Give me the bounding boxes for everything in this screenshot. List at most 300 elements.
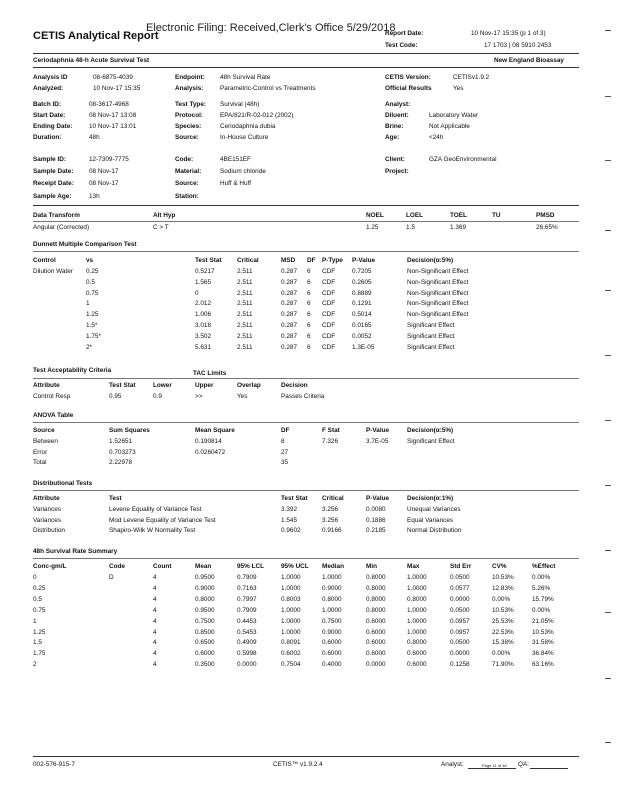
- test-code-value: 17 1703 | 08 5910 2453: [484, 42, 552, 49]
- report-date-label: Report Date:: [385, 30, 424, 37]
- summary-cell: 0.0000: [366, 661, 386, 669]
- dunnett-cell: 0.287: [281, 278, 297, 286]
- distrib-cell: Variances: [33, 506, 61, 513]
- dunnett-cell: 0.287: [281, 311, 297, 319]
- anova-col-header: DF: [281, 427, 290, 434]
- distrib-col-header: Decision(α:1%): [407, 495, 454, 502]
- footer-divider: [33, 756, 579, 757]
- summary-cell: 0.9000: [322, 584, 342, 592]
- summary-cell: 0.3500: [195, 661, 215, 669]
- transform-header: Alt Hyp: [153, 212, 176, 219]
- summary-cell: 2: [33, 661, 37, 669]
- summary-cell: 4: [153, 606, 157, 614]
- summary-row: [0, 629, 618, 638]
- summary-cell: 4: [153, 661, 157, 669]
- summary-col-header: %Effect: [532, 563, 556, 570]
- margin-tick: [605, 96, 611, 97]
- distrib-cell: 0.0080: [366, 506, 386, 513]
- margin-tick: [605, 612, 611, 613]
- summary-cell: 4: [153, 617, 157, 625]
- distrib-cell: 0.1886: [366, 516, 386, 524]
- endpoint-value: 48h Survival Rate: [220, 74, 271, 81]
- start-date-label: Start Date:: [33, 112, 66, 119]
- dunnett-cell: 6: [307, 278, 311, 286]
- summary-cell: 0.8000: [366, 595, 386, 603]
- source2-label: Source:: [175, 180, 199, 187]
- acceptability-col-header: Test Stat: [109, 382, 136, 389]
- summary-cell: 1.0000: [281, 584, 301, 592]
- acceptability-col-header: Overlap: [237, 382, 261, 389]
- dunnett-cell: CDF: [322, 322, 336, 329]
- dunnett-cell: 2.511: [237, 311, 253, 319]
- batch-id-label: Batch ID:: [33, 101, 62, 108]
- anova-col-header: F Stat: [322, 427, 340, 434]
- distrib-cell: Levene Equality of Variance Test: [109, 506, 202, 513]
- dunnett-cell: 3.018: [195, 322, 211, 329]
- summary-cell: 0.9500: [195, 574, 215, 581]
- distrib-cell: Equal Variances: [407, 516, 454, 524]
- summary-row: [0, 585, 618, 594]
- distrib-row: [0, 506, 618, 515]
- sample-date-label: Sample Date:: [33, 168, 74, 175]
- summary-cell: 0.6000: [407, 650, 427, 658]
- dunnett-cell: Non-Significant Effect: [407, 311, 469, 319]
- dunnett-cell: 0.287: [281, 322, 297, 329]
- margin-tick: [605, 30, 611, 31]
- distrib-cell: Unequal Variances: [407, 506, 461, 513]
- analysis-id-value: 08-6875-4039: [93, 74, 133, 81]
- summary-cell: D: [109, 574, 114, 581]
- footer-doc-number: 002-576-915-7: [33, 761, 75, 768]
- anova-cell: 1.52651: [109, 438, 133, 445]
- dunnett-cell: 1.006: [195, 311, 211, 319]
- analyst-signature-line: [468, 768, 516, 769]
- diluent-value: Laboratory Water: [429, 112, 479, 119]
- dunnett-col-header: DF: [307, 257, 316, 264]
- acceptability-col-header: Lower: [153, 382, 172, 389]
- dunnett-cell: 1.25: [86, 311, 99, 319]
- summary-cell: 0.25: [33, 584, 46, 592]
- acceptability-cell: 0.95: [109, 393, 122, 400]
- dunnett-cell: 0.75: [86, 289, 99, 297]
- summary-cell: 0.00%: [492, 595, 511, 603]
- divider: [33, 422, 579, 423]
- summary-cell: 0.4000: [322, 661, 342, 669]
- summary-header-row: [0, 563, 618, 572]
- margin-tick: [605, 742, 611, 743]
- dunnett-row: [0, 279, 618, 288]
- transform-cell: 26.65%: [536, 224, 558, 231]
- summary-cell: 4: [153, 650, 157, 658]
- summary-cell: 0.5: [33, 595, 42, 603]
- summary-cell: 0.8091: [281, 639, 301, 647]
- summary-cell: 4: [153, 574, 157, 581]
- filing-stamp: Electronic Filing: Received,Clerk's Office 5/29/2018: [146, 22, 396, 34]
- dunnett-cell: 2.511: [237, 332, 253, 340]
- dunnett-cell: 0.287: [281, 289, 297, 297]
- dunnett-cell: Significant Effect: [407, 332, 455, 340]
- summary-cell: 0.0957: [450, 617, 470, 625]
- summary-cell: 71.90%: [492, 661, 514, 669]
- summary-cell: 0.8000: [322, 595, 342, 603]
- dunnett-cell: 6: [307, 322, 311, 329]
- summary-row: [0, 574, 618, 583]
- dunnett-row: [0, 268, 618, 277]
- dunnett-cell: 0.287: [281, 343, 297, 351]
- protocol-label: Protocol:: [175, 112, 204, 119]
- summary-cell: 0.1258: [450, 661, 470, 669]
- summary-cell: 10.53%: [532, 628, 554, 636]
- transform-cell: 1.25: [366, 224, 379, 231]
- acceptability-cell: Passes Criteria: [281, 393, 325, 400]
- sample-age-value: 13h: [89, 193, 100, 200]
- transform-cell: 1.5: [406, 224, 415, 231]
- summary-cell: 0.9000: [322, 628, 342, 636]
- anova-cell: 0.0260472: [195, 448, 226, 456]
- anova-cell: 27: [281, 448, 289, 456]
- summary-cell: 0.9000: [195, 584, 215, 592]
- dunnett-cell: 0.2605: [352, 278, 372, 286]
- distrib-cell: 0.9166: [322, 527, 342, 534]
- summary-cell: 0.5453: [237, 628, 257, 636]
- lab-name: New England Bioassay: [494, 57, 564, 64]
- summary-cell: 0.6002: [281, 650, 301, 658]
- summary-cell: 0.8500: [195, 628, 215, 636]
- report-date-value: 10 Nov-17 15:35 (p 1 of 3): [471, 30, 546, 37]
- dunnett-cell: Significant Effect: [407, 322, 455, 329]
- summary-cell: 0.75: [33, 606, 46, 614]
- distrib-header-row: [0, 495, 618, 504]
- summary-cell: 0.9500: [195, 606, 215, 614]
- acceptability-cell: >>: [195, 393, 203, 400]
- footer-page: Page 11 of 18: [482, 763, 507, 768]
- summary-cell: 1.0000: [407, 617, 427, 625]
- distrib-cell: 3.392: [281, 506, 297, 513]
- distrib-row: [0, 527, 618, 536]
- dunnett-cell: 2.511: [237, 268, 253, 275]
- dunnett-cell: 5.631: [195, 343, 211, 351]
- summary-cell: 10.53%: [492, 574, 514, 581]
- margin-tick: [605, 550, 611, 551]
- summary-row: [0, 596, 618, 605]
- distrib-cell: Shapiro-Wilk W Normality Test: [109, 527, 196, 534]
- duration-label: Duration:: [33, 134, 62, 141]
- summary-cell: 0.8000: [195, 595, 215, 603]
- sample-id-value: 12-7309-7775: [89, 156, 129, 163]
- dunnett-cell: Non-Significant Effect: [407, 278, 469, 286]
- summary-cell: 0.8000: [407, 595, 427, 603]
- summary-cell: 0.0957: [450, 628, 470, 636]
- divider: [33, 251, 579, 252]
- acceptability-col-header: Attribute: [33, 382, 60, 389]
- endpoint-label: Endpoint:: [175, 74, 205, 81]
- cetis-version-label: CETIS Version:: [385, 74, 431, 81]
- dunnett-cell: 6: [307, 311, 311, 319]
- anova-header-row: [0, 427, 618, 436]
- summary-cell: 0.0500: [450, 639, 470, 647]
- summary-cell: 1.0000: [407, 606, 427, 614]
- official-label: Official Results: [385, 85, 432, 92]
- summary-cell: 0.6500: [195, 639, 215, 647]
- divider: [33, 378, 579, 379]
- summary-col-header: Count: [153, 563, 172, 570]
- transform-header: Data Transform: [33, 212, 80, 219]
- summary-row: [0, 639, 618, 648]
- dunnett-cell: 0.0052: [352, 332, 372, 340]
- dunnett-cell: 0.8889: [352, 289, 372, 297]
- cetis-version-value: CETISv1.9.2: [453, 74, 490, 81]
- acceptability-col-header: Upper: [195, 382, 214, 389]
- summary-col-header: CV%: [492, 563, 507, 570]
- distrib-col-header: P-Value: [366, 495, 390, 502]
- summary-cell: 0.4909: [237, 639, 257, 647]
- summary-cell: 0.7500: [322, 617, 342, 625]
- receipt-date-value: 08 Nov-17: [89, 180, 119, 187]
- summary-cell: 0.4453: [237, 617, 257, 625]
- summary-cell: 0.7500: [195, 617, 215, 625]
- transform-cell: C > T: [153, 224, 169, 231]
- transform-cell: 1.369: [450, 224, 466, 231]
- footer-version: CETIS™ v1.9.2.4: [273, 761, 323, 768]
- acceptability-cell: Yes: [237, 393, 248, 400]
- distrib-cell: 3.256: [322, 516, 338, 524]
- code-label: Code:: [175, 156, 194, 163]
- dunnett-cell: 0.287: [281, 268, 297, 275]
- duration-value: 48h: [89, 134, 100, 141]
- start-date-value: 08 Nov-17 13:08: [89, 112, 137, 119]
- summary-col-header: Code: [109, 563, 125, 570]
- test-type-value: Survival (48h): [220, 101, 260, 108]
- dunnett-cell: CDF: [322, 332, 336, 340]
- summary-cell: 63.16%: [532, 661, 554, 669]
- summary-cell: 0.0577: [450, 584, 470, 592]
- summary-row: [0, 618, 618, 627]
- summary-cell: 1.75: [33, 650, 46, 658]
- dunnett-cell: 2.511: [237, 289, 253, 297]
- anova-cell: 35: [281, 459, 289, 466]
- summary-cell: 0.6000: [322, 639, 342, 647]
- station-label: Station:: [175, 193, 199, 200]
- margin-tick: [605, 355, 611, 356]
- summary-cell: 0.7163: [237, 584, 257, 592]
- dunnett-col-header: Test Stat: [195, 257, 222, 264]
- diluent-label: Diluent:: [385, 112, 409, 119]
- dunnett-cell: 2.012: [195, 300, 211, 308]
- summary-cell: 1.0000: [407, 628, 427, 636]
- footer-analyst-label: Analyst:: [441, 761, 464, 768]
- summary-col-header: Median: [322, 563, 345, 570]
- anova-cell: 3.7E-05: [366, 438, 389, 445]
- analyst-label: Analyst:: [385, 101, 411, 108]
- footer-qa-label: QA:: [518, 761, 530, 768]
- summary-cell: 0.6000: [366, 617, 386, 625]
- anova-col-header: Mean Square: [195, 427, 235, 434]
- distrib-cell: Mod Levene Equality of Variance Test: [109, 516, 216, 524]
- distrib-col-header: Attribute: [33, 495, 60, 502]
- brine-label: Brine:: [385, 123, 404, 130]
- summary-cell: 0.6000: [322, 650, 342, 658]
- dunnett-cell: 1.565: [195, 278, 211, 286]
- transform-header: NOEL: [366, 212, 384, 219]
- dunnett-col-header: Decision(α:5%): [407, 257, 454, 264]
- material-label: Material:: [175, 168, 202, 175]
- summary-cell: 15.79%: [532, 595, 554, 603]
- summary-cell: 0.5998: [237, 650, 257, 658]
- distrib-row: [0, 517, 618, 526]
- dunnett-cell: 6: [307, 268, 311, 275]
- summary-cell: 4: [153, 584, 157, 592]
- summary-cell: 0.0500: [450, 574, 470, 581]
- summary-cell: 22.53%: [492, 628, 514, 636]
- transform-header: TU: [492, 212, 501, 219]
- analysis-id-label: Analysis ID: [33, 74, 68, 81]
- distrib-col-header: Critical: [322, 495, 344, 502]
- summary-cell: 0.7909: [237, 606, 257, 614]
- analysis-label: Analysis:: [175, 85, 204, 92]
- report-title: CETIS Analytical Report: [33, 30, 159, 42]
- dunnett-cell: 0: [195, 289, 199, 297]
- summary-col-header: Conc-gm/L: [33, 563, 67, 570]
- report-subtitle: Ceriodaphnia 48-h Acute Survival Test: [33, 57, 150, 64]
- dunnett-cell: 0.5014: [352, 311, 372, 319]
- transform-header: LOEL: [406, 212, 424, 219]
- transform-header: TOEL: [450, 212, 467, 219]
- summary-cell: 0.7997: [237, 595, 257, 603]
- anova-cell: 0.703273: [109, 448, 136, 456]
- anova-cell: Significant Effect: [407, 438, 455, 445]
- dunnett-cell: 0.287: [281, 300, 297, 308]
- dunnett-cell: 2.511: [237, 343, 253, 351]
- source2-value: Huff & Huff: [220, 180, 252, 187]
- summary-row: [0, 661, 618, 670]
- dunnett-col-header: MSD: [281, 257, 296, 264]
- dunnett-cell: 2*: [86, 343, 93, 351]
- summary-cell: 15.38%: [492, 639, 514, 647]
- analysis-value: Parametric-Control vs Treatments: [220, 85, 316, 92]
- summary-cell: 0.6000: [407, 661, 427, 669]
- margin-tick: [605, 420, 611, 421]
- summary-cell: 1.0000: [281, 574, 301, 581]
- dunnett-row: [0, 290, 618, 299]
- divider: [33, 490, 579, 491]
- analyzed-value: 10 Nov-17 15:35: [93, 85, 141, 92]
- margin-tick: [605, 678, 611, 679]
- transform-header: PMSD: [536, 212, 555, 219]
- summary-col-header: Max: [407, 563, 420, 570]
- summary-cell: 4: [153, 595, 157, 603]
- dunnett-row: [0, 300, 618, 309]
- anova-col-header: Sum Squares: [109, 427, 150, 434]
- summary-cell: 1.0000: [407, 574, 427, 581]
- dunnett-cell: CDF: [322, 268, 336, 275]
- distrib-cell: Variances: [33, 516, 61, 524]
- dunnett-cell: 0.5217: [195, 268, 215, 275]
- anova-cell: Total: [33, 459, 47, 466]
- dunnett-col-header: Critical: [237, 257, 259, 264]
- summary-col-header: Mean: [195, 563, 212, 570]
- summary-cell: 0.6000: [366, 639, 386, 647]
- summary-cell: 0.0000: [237, 661, 257, 669]
- distrib-cell: Distribution: [33, 527, 65, 534]
- summary-cell: 0.7909: [237, 574, 257, 581]
- acceptability-row: [0, 393, 618, 402]
- summary-cell: 0.00%: [532, 574, 551, 581]
- source-value: In-House Culture: [220, 134, 269, 141]
- dunnett-cell: 2.511: [237, 278, 253, 286]
- summary-col-header: Std Err: [450, 563, 472, 570]
- age-label: Age:: [385, 134, 400, 141]
- summary-cell: 0.8003: [281, 595, 301, 603]
- distrib-title: Distributional Tests: [33, 480, 93, 487]
- summary-cell: 4: [153, 628, 157, 636]
- protocol-value: EPA/821/R-02-012 (2002): [220, 112, 294, 119]
- dunnett-cell: 1.5*: [86, 322, 98, 329]
- summary-cell: 0.0000: [450, 595, 470, 603]
- analyzed-label: Analyzed:: [33, 85, 64, 92]
- acceptability-cell: 0.9: [153, 393, 162, 400]
- summary-cell: 10.53%: [492, 606, 514, 614]
- anova-col-header: Decision(α:5%): [407, 427, 454, 434]
- dunnett-cell: Non-Significant Effect: [407, 300, 469, 308]
- summary-cell: 1.0000: [281, 606, 301, 614]
- summary-cell: 0.00%: [532, 606, 551, 614]
- summary-cell: 1.25: [33, 628, 46, 636]
- tac-limits-label: TAC Limits: [193, 370, 227, 377]
- summary-cell: 0.8000: [366, 574, 386, 581]
- client-value: GZA GeoEnvironmental: [429, 156, 497, 163]
- summary-cell: 0.0000: [450, 650, 470, 658]
- summary-cell: 1.0000: [322, 574, 342, 581]
- dunnett-row: [0, 333, 618, 342]
- species-label: Species:: [175, 123, 202, 130]
- dunnett-cell: Significant Effect: [407, 343, 455, 351]
- distrib-cell: 0.9602: [281, 527, 301, 534]
- acceptability-col-header: Decision: [281, 382, 308, 389]
- receipt-date-label: Receipt Date:: [33, 180, 74, 187]
- material-value: Sodium chloride: [220, 168, 266, 175]
- summary-cell: 0.6000: [366, 628, 386, 636]
- transform-cell: Angular (Corrected): [33, 224, 90, 231]
- species-value: Ceriodaphnia dubia: [220, 123, 276, 130]
- brine-value: Not Applicable: [429, 123, 470, 130]
- test-code-label: Test Code:: [385, 42, 418, 49]
- dunnett-row: [0, 311, 618, 320]
- dunnett-header-row: [0, 257, 618, 266]
- anova-cell: 0.190814: [195, 438, 222, 445]
- official-value: Yes: [453, 85, 464, 92]
- anova-row: [0, 438, 618, 447]
- summary-row: [0, 650, 618, 659]
- dunnett-cell: CDF: [322, 300, 336, 308]
- summary-cell: 12.83%: [492, 584, 514, 592]
- distrib-cell: Normal Distribution: [407, 527, 462, 534]
- divider: [33, 558, 579, 559]
- anova-col-header: Source: [33, 427, 55, 434]
- margin-tick: [605, 290, 611, 291]
- summary-cell: 1.5: [33, 639, 42, 647]
- distrib-col-header: Test: [109, 495, 122, 502]
- dunnett-row: [0, 344, 618, 353]
- anova-title: ANOVA Table: [33, 412, 74, 419]
- summary-cell: 31.58%: [532, 639, 554, 647]
- dunnett-cell: 6: [307, 332, 311, 340]
- dunnett-col-header: vs: [86, 257, 94, 264]
- anova-col-header: P-Value: [366, 427, 390, 434]
- anova-cell: 7.326: [322, 438, 338, 445]
- ending-date-value: 10 Nov-17 13:01: [89, 123, 137, 130]
- sample-date-value: 08 Nov-17: [89, 168, 119, 175]
- summary-cell: 0.6000: [195, 650, 215, 658]
